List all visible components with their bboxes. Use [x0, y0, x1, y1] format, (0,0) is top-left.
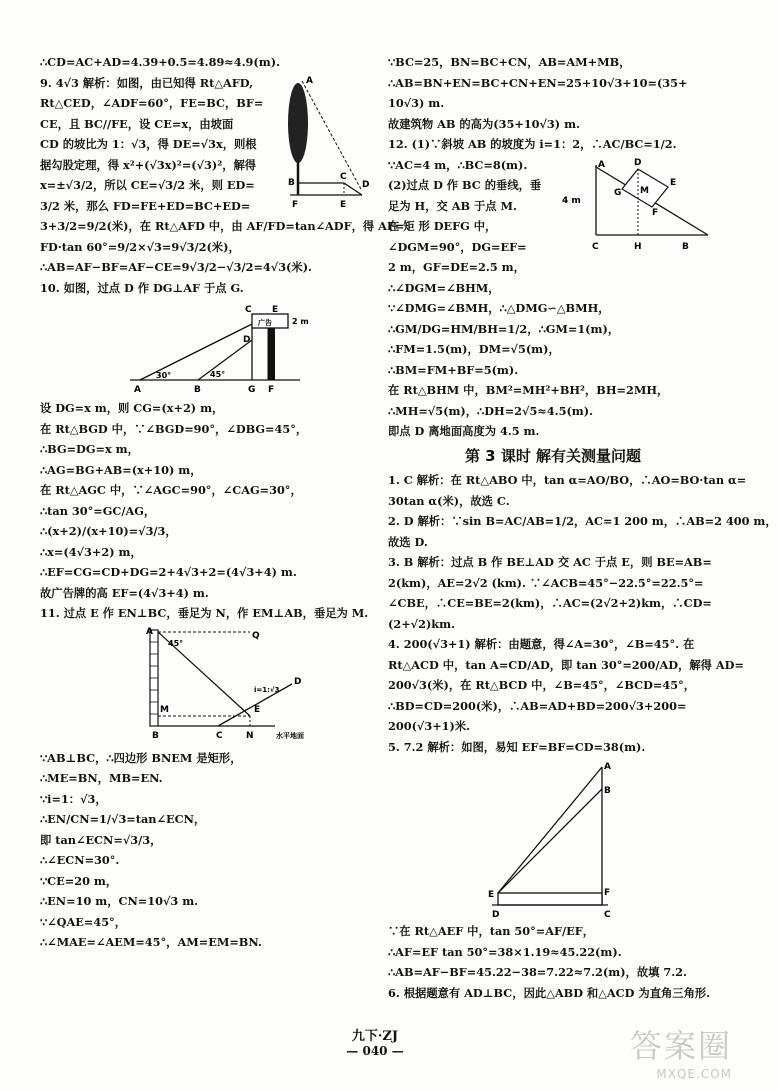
fig11-label: B: [152, 730, 159, 741]
text-line: 在 Rt△AGC 中，∵∠AGC=90°，∠CAG=30°，: [40, 483, 302, 497]
text-line: 即点 D 离地面高度为 4.5 m.: [388, 424, 540, 438]
text-line: 11. 过点 E 作 EN⊥BC，垂足为 N，作 EM⊥AB，垂足为 M.: [40, 606, 369, 620]
text-line: FD·tan 60°=9/2×√3=9√3/2(米)，: [40, 239, 240, 254]
fig12-label: E: [670, 178, 677, 188]
text-line: 即 tan∠ECN=√3/3，: [40, 832, 162, 847]
text-line: ∴∠ECN=30°.: [40, 853, 120, 867]
fig10-label: A: [134, 385, 141, 395]
text-line: 200(√3+1)米.: [388, 719, 471, 733]
figure-12: [558, 155, 718, 255]
fig12-label: D: [634, 158, 642, 168]
fig11-label: C: [216, 730, 223, 741]
text-line: ∴BD=CD=200(米)，∴AB=AD+BD=200√3+200=: [388, 698, 687, 713]
text-line: ∴EN=10 m，CN=10√3 m.: [40, 894, 199, 908]
fig5-label: C: [604, 910, 611, 920]
text-line: 设 DG=x m，则 CG=(x+2) m，: [40, 401, 224, 415]
text-line: 30tan α(米)，故选 C.: [388, 493, 510, 508]
fig10-label: F: [268, 385, 275, 395]
fig11-slope: i=1:√3: [254, 685, 280, 694]
text-line: CE，且 BC//FE，设 CE=x，由坡面: [40, 116, 234, 131]
fig5-label: E: [488, 890, 495, 900]
grade-label: 九下·ZJ: [351, 1029, 399, 1044]
section-title: 第 3 课时 解有关测量问题: [464, 446, 642, 465]
text-line: 9. 4√3 解析：如图，由已知得 Rt△AFD,: [40, 75, 254, 90]
fig11-label: A: [146, 626, 153, 637]
fig9-label: C: [340, 171, 347, 182]
text-line: ∴AB=AF−BF=AF−CE=9√3/2−√3/2=4√3(米).: [40, 260, 312, 274]
text-line: 据勾股定理，得 x²+(√3x)²=(√3)²，解得: [40, 157, 257, 172]
text-line: ∴EN/CN=1/√3=tan∠ECN，: [40, 812, 206, 826]
fig9-label: F: [292, 199, 299, 210]
text-line: ∴(x+2)/(x+10)=√3/3，: [40, 524, 177, 538]
text-line: ∵在 Rt△AEF 中，tan 50°=AF/EF，: [388, 924, 595, 938]
text-line: 在 矩 形 DEFG 中，: [388, 219, 497, 233]
fig12-label: B: [682, 242, 689, 252]
text-line: ∴BM=FM+BF=5(m).: [388, 362, 519, 377]
text-line: ∴x=(4√3+2) m，: [40, 544, 142, 559]
text-line: ∵i=1：√3，: [40, 791, 107, 806]
text-line: 3/2 米，那么 FD=FE+ED=BC+ED=: [40, 198, 251, 213]
fig12-label: C: [592, 242, 599, 252]
text-line: ∴ME=BN，MB=EN.: [40, 771, 163, 785]
text-line: 故选 D.: [388, 534, 428, 549]
watermark-text: 答案圈: [629, 1027, 732, 1065]
fig11-ground: 水平地面: [276, 731, 304, 740]
text-line: ∴FM=1.5(m)，DM=√5(m)，: [388, 342, 560, 356]
right-column: [388, 52, 777, 1003]
tree-shape: [288, 83, 308, 163]
text-line: Rt△CED，∠ADF=60°，FE=BC，BF=: [40, 96, 264, 110]
fig12-label: F: [652, 208, 659, 218]
text-block-10: [40, 278, 368, 604]
fig9-label: E: [340, 199, 347, 210]
fig10-angle: 30°: [156, 371, 172, 380]
text-line: ∴tan 30°=GC/AG，: [40, 503, 156, 518]
text-line: ∴AB=AF−BF=45.22−38=7.22≈7.2(m)，故填 7.2.: [388, 965, 687, 979]
fig11-angle: 45°: [168, 638, 184, 648]
text-line: ∴AF=EF tan 50°=38×1.19≈45.22(m).: [388, 944, 622, 959]
watermark-url: MXQE.COM: [656, 1067, 732, 1081]
text-line: ∠CBE，∴CE=BE=2(km)，∴AC=(2√2+2)km，∴CD=: [388, 596, 712, 610]
figure-11: [40, 626, 368, 746]
text-line: 6. 根据题意有 AD⊥BC，因此△ABD 和△ACD 为直角三角形.: [388, 985, 711, 1000]
figure-5: [388, 759, 718, 919]
text-line: 3. B 解析：过点 B 作 BE⊥AD 交 AC 于点 E，则 BE=AB=: [388, 555, 712, 569]
text-line: 2 m，GF=DE=2.5 m，: [388, 260, 525, 274]
text-line: ∵BC=25，BN=BC+CN，AB=AM+MB，: [388, 55, 631, 69]
fig10-sign: 广告: [258, 319, 272, 327]
text-line: 200√3(米)，在 Rt△BCD 中，∠B=45°，∠BCD=45°，: [388, 678, 696, 692]
fig12-label: M: [640, 186, 649, 196]
text-line: ∵CE=20 m，: [40, 873, 118, 888]
fig10-angle: 45°: [210, 370, 226, 379]
fig12-label: A: [598, 160, 605, 170]
text-line: ∴∠DGM=∠BHM，: [388, 280, 500, 295]
text-line: 1. C 解析：在 Rt△ABO 中，tan α=AO/BO，∴AO=BO·tan α=: [388, 473, 747, 487]
text-line: ∠DGM=90°，DG=EF=: [388, 239, 527, 254]
text-line: ∵AC=4 m，∴BC=8(m).: [388, 157, 528, 172]
figure-10: [40, 300, 368, 396]
text-line: 故建筑物 AB 的高为(35+10√3) m.: [388, 116, 580, 131]
fig10-label: D: [243, 335, 251, 345]
fig9-label: D: [362, 179, 370, 190]
text-line: 5. 7.2 解析：如图，易知 EF=BF=CD=38(m).: [388, 739, 646, 754]
fig5-label: B: [604, 786, 611, 796]
text-line: Rt△ACD 中，tan A=CD/AD，即 tan 30°=200/AD，解得 AD=: [388, 657, 744, 672]
text-line: 在 Rt△BGD 中，∵∠BGD=90°，∠DBG=45°，: [40, 421, 308, 436]
fig9-label: A: [306, 75, 313, 86]
fig11-label: N: [246, 730, 254, 741]
text-block-5: [388, 921, 718, 1003]
text-line: 12. (1)∵斜坡 AB 的坡度为 i=1：2，∴AC/BC=1/2.: [388, 137, 677, 151]
text-line: ∵∠DMG=∠BMH，∴△DMG∽△BMH，: [388, 301, 610, 315]
text-line: 4. 200(√3+1) 解析：由题意，得∠A=30°，∠B=45°. 在: [388, 637, 695, 651]
text-line: ∴GM/DG=HM/BH=1/2，∴GM=1(m)，: [388, 321, 620, 336]
text-block-lesson3: [388, 470, 777, 757]
text-line: ∴EF=CG=CD+DG=2+4√3+2=(4√3+4) m.: [40, 565, 297, 579]
fig5-label: A: [604, 762, 611, 772]
fig12-label: 4 m: [562, 196, 581, 206]
text-line: ∴MH=√5(m)，∴DH=2√5≈4.5(m).: [388, 403, 594, 418]
text-line: 10√3) m.: [388, 96, 445, 110]
text-line: ∴AB=BN+EN=BC+CN+EN=25+10√3+10=(35+: [388, 75, 688, 90]
fig10-label: E: [272, 305, 279, 315]
text-line: 2(km)，AE=2√2 (km). ∵∠ACB=45°−22.5°=22.5°=: [388, 575, 704, 590]
text-line: x=±√3/2，所以 CE=√3/2 米，则 ED=: [40, 178, 255, 192]
left-column: [40, 52, 405, 953]
fig11-label: E: [254, 704, 261, 715]
fig11-label: D: [294, 676, 302, 687]
text-line: (2)过点 D 作 BC 的垂线，垂: [388, 178, 542, 192]
text-line: 足为 H，交 AB 于点 M.: [388, 198, 517, 213]
figure-9: [280, 73, 370, 213]
text-line: ∵AB⊥BC，∴四边形 BNEM 是矩形，: [40, 750, 242, 765]
text-block-11: [40, 603, 368, 953]
text-line: 3+3/2=9/2(米)，在 Rt△AFD 中，由 AF/FD=tan∠ADF，得 AF=: [40, 219, 405, 233]
text-block-12: [388, 134, 718, 442]
fig10-label: B: [194, 385, 201, 395]
watermark: [630, 1021, 732, 1081]
text-block-11-cont: [388, 52, 718, 134]
fig10-label: C: [245, 305, 252, 315]
fig5-label: F: [604, 888, 611, 898]
text-line: 故广告牌的高 EF=(4√3+4) m.: [40, 585, 209, 600]
text-line: CD 的坡比为 1：√3，得 DE=√3x，则根: [40, 137, 257, 151]
fig11-label: Q: [252, 630, 260, 641]
text-line: ∴∠MAE=∠AEM=45°，AM=EM=BN.: [40, 935, 262, 949]
fig5-label: D: [492, 910, 500, 920]
text-block-9: [40, 52, 405, 278]
fig10-label: G: [248, 385, 256, 395]
fig12-label: G: [614, 188, 622, 198]
fig10-label: 2 m: [292, 317, 309, 326]
text-line: ∵∠QAE=45°，: [40, 914, 127, 929]
text-line: ∴CD=AC+AD=4.39+0.5=4.89≈4.9(m).: [40, 55, 280, 69]
text-line: 10. 如图，过点 D 作 DG⊥AF 于点 G.: [40, 280, 244, 295]
text-line: ∴AG=BG+AB=(x+10) m，: [40, 462, 202, 477]
fig12-label: H: [634, 242, 642, 252]
text-line: (2+√2)km.: [388, 616, 456, 631]
fig9-label: B: [288, 177, 295, 188]
text-line: ∴BG=DG=x m，: [40, 442, 139, 456]
text-line: 在 Rt△BHM 中，BM²=MH²+BH²，BH=2MH，: [388, 383, 669, 397]
text-line: 2. D 解析：∵sin B=AC/AB=1/2，AC=1 200 m，∴AB=2 400 m，: [388, 514, 777, 528]
fig11-label: M: [160, 704, 169, 715]
page-number: — 040 —: [346, 1044, 404, 1058]
